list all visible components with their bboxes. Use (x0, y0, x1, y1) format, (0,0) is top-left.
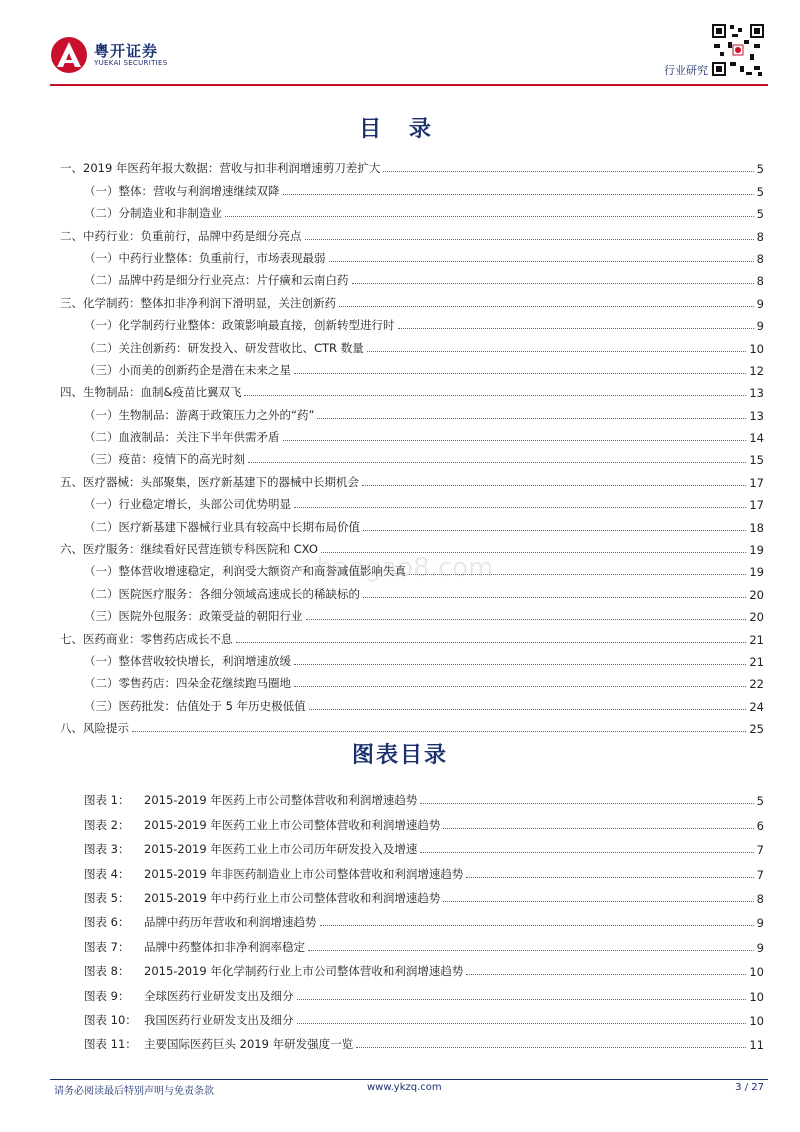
dot-leader (248, 462, 746, 463)
toc-entry-title: （一）中药行业整体：负重前行，市场表现最弱 (84, 250, 326, 265)
figure-entry-label: 图表 7： (84, 939, 130, 954)
figure-entry-title: 全球医药行业研发支出及细分 (144, 988, 294, 1003)
figure-entry-label: 图表 3： (84, 842, 130, 857)
toc-entry-page: 14 (749, 431, 764, 446)
figure-entry-page: 9 (756, 916, 764, 931)
dot-leader (294, 507, 746, 508)
figure-entry-page: 10 (749, 989, 764, 1004)
yuekai-logo-icon (50, 36, 88, 74)
figure-entry-title: 2015-2019 年医药上市公司整体营收和利润增速趋势 (144, 793, 418, 808)
toc-entry-title: 四、生物制品：血制&疫苗比翼双飞 (60, 385, 242, 400)
toc-entry-title: （二）医院医疗服务：各细分领域高速成长的稀缺标的 (84, 586, 360, 601)
toc-entry[interactable] (60, 467, 764, 489)
figure-entry-page: 9 (756, 940, 764, 955)
figure-entry-label: 图表 6： (84, 915, 130, 930)
toc-entry-page: 12 (749, 363, 764, 378)
toc-entry-page: 13 (749, 386, 764, 401)
dot-leader (294, 664, 746, 665)
toc-entry-title: （二）关注创新药：研发投入、研发营收比、CTR 数量 (84, 340, 364, 355)
toc-entry-title: （一）整体营收增速稳定，利润受大额资产和商誉减值影响失真 (84, 564, 406, 579)
dot-leader (443, 901, 753, 902)
dot-leader (362, 485, 746, 486)
figure-entry-title: 主要国际医药巨头 2019 年研发强度一览 (144, 1037, 354, 1052)
watermark (305, 548, 505, 588)
figure-entry[interactable] (84, 833, 764, 857)
figure-entry-label: 图表 8： (84, 964, 130, 979)
figure-list (84, 784, 764, 1052)
footer-website[interactable]: www.ykzq.com (367, 1082, 442, 1093)
toc-entry-title: 五、医疗器械：头部聚集，医疗新基建下的器械中长期机会 (60, 474, 359, 489)
toc-entry-page: 17 (749, 475, 764, 490)
qr-code-icon (710, 22, 766, 78)
page-header (0, 0, 800, 96)
toc-entry-title: （二）医疗新基建下器械行业具有较高中长期布局价值 (84, 519, 360, 534)
dot-leader (363, 530, 746, 531)
toc-entry-page: 5 (756, 207, 764, 222)
dot-leader (466, 877, 753, 878)
figure-entry-label: 图表 10： (84, 1012, 137, 1027)
figure-entry-page: 11 (749, 1038, 764, 1053)
toc-entry[interactable] (60, 512, 764, 534)
toc-entry[interactable] (60, 288, 764, 310)
dot-leader (283, 194, 754, 195)
dot-leader (308, 950, 754, 951)
figure-entry-title: 我国医药行业研发支出及细分 (144, 1012, 294, 1027)
figure-entry-page: 10 (749, 965, 764, 980)
toc-entry[interactable] (60, 423, 764, 445)
toc-entry-page: 8 (756, 229, 764, 244)
toc-entry-page: 9 (756, 296, 764, 311)
dot-leader (443, 828, 753, 829)
toc-entry-page: 22 (749, 677, 764, 692)
figure-entry-label: 图表 5： (84, 890, 130, 905)
toc-entry[interactable] (60, 356, 764, 378)
figure-entry-title: 品牌中药历年营收和利润增速趋势 (144, 915, 317, 930)
toc-entry-page: 19 (749, 565, 764, 580)
figure-entry-title: 2015-2019 年化学制药行业上市公司整体营收和利润增速趋势 (144, 964, 464, 979)
figure-entry[interactable] (84, 906, 764, 930)
figure-entry-label: 图表 11： (84, 1037, 137, 1052)
figure-entry-page: 7 (756, 867, 764, 882)
figure-entry[interactable] (84, 955, 764, 979)
toc-entry[interactable] (60, 221, 764, 243)
figure-entry-page: 10 (749, 1013, 764, 1028)
dot-leader (297, 999, 747, 1000)
dot-leader (244, 395, 746, 396)
dot-leader (294, 373, 746, 374)
watermark-text: baogao8.com (316, 553, 494, 583)
header-rule (50, 84, 768, 86)
figure-entry-page: 7 (756, 843, 764, 858)
dot-leader (305, 239, 754, 240)
dot-leader (297, 1023, 747, 1024)
dot-leader (383, 171, 753, 172)
dot-leader (294, 686, 746, 687)
toc-entry-page: 13 (749, 408, 764, 423)
toc-entry-title: （一）化学制药行业整体：政策影响最直接，创新转型进行时 (84, 318, 395, 333)
dot-leader (363, 597, 746, 598)
toc-entry-title: （二）血液制品：关注下半年供需矛盾 (84, 430, 280, 445)
dot-leader (367, 351, 747, 352)
brand-name-en: YUEKAI SECURITIES (94, 59, 168, 67)
figure-entry-page: 5 (756, 794, 764, 809)
toc-entry[interactable] (60, 691, 764, 713)
figure-entry[interactable] (84, 808, 764, 832)
dot-leader (352, 283, 754, 284)
figure-entry-title: 2015-2019 年医药工业上市公司整体营收和利润增速趋势 (144, 817, 441, 832)
toc-entry-page: 5 (756, 162, 764, 177)
dot-leader (283, 440, 747, 441)
toc-entry-title: （二）品牌中药是细分行业亮点：片仔癀和云南白药 (84, 273, 349, 288)
toc-entry[interactable] (60, 154, 764, 176)
toc-entry[interactable] (60, 669, 764, 691)
dot-leader (236, 642, 747, 643)
figure-entry-title: 2015-2019 年非医药制造业上市公司整体营收和利润增速趋势 (144, 866, 464, 881)
dot-leader (398, 328, 754, 329)
figure-entry[interactable] (84, 882, 764, 906)
toc-entry-title: （三）医药批发：估值处于 5 年历史极低值 (84, 698, 306, 713)
toc-entry-title: （三）疫苗：疫情下的高光时刻 (84, 452, 245, 467)
toc-entry-title: （一）生物制品：游离于政策压力之外的“药” (84, 407, 315, 422)
toc-entry[interactable] (60, 311, 764, 333)
toc-entry-title: 三、化学制药：整体扣非净利润下滑明显，关注创新药 (60, 295, 336, 310)
dot-leader (317, 418, 746, 419)
brand-name: 粤开证券 (94, 42, 159, 60)
dot-leader (132, 731, 746, 732)
toc-entry-title: （三）小而美的创新药企是潜在未来之星 (84, 362, 291, 377)
toc-entry-page: 25 (749, 722, 764, 737)
toc-entry-title: （二）分制造业和非制造业 (84, 206, 222, 221)
toc-entry-page: 10 (749, 341, 764, 356)
toc-entry-page: 24 (749, 699, 764, 714)
toc-entry-page: 8 (756, 274, 764, 289)
toc-entry-title: 七、医药商业：零售药店成长不息 (60, 631, 233, 646)
dot-leader (420, 852, 753, 853)
footer-page-number: 3 / 27 (735, 1082, 764, 1093)
toc-entry-title: （一）行业稳定增长，头部公司优势明显 (84, 497, 291, 512)
toc-entry[interactable] (60, 176, 764, 198)
toc-entry-page: 17 (749, 498, 764, 513)
toc-entry-title: 二、中药行业：负重前行，品牌中药是细分亮点 (60, 228, 302, 243)
toc-entry-page: 20 (749, 610, 764, 625)
figure-entry-label: 图表 9： (84, 988, 130, 1003)
dot-leader (225, 216, 754, 217)
toc-entry[interactable] (60, 714, 764, 736)
dot-leader (420, 803, 753, 804)
figure-entry-label: 图表 2： (84, 817, 130, 832)
figure-entry-label: 图表 4： (84, 866, 130, 881)
figure-entry[interactable] (84, 857, 764, 881)
figure-entry-title: 2015-2019 年医药工业上市公司历年研发投入及增速 (144, 842, 418, 857)
toc-entry[interactable] (60, 378, 764, 400)
figure-entry[interactable] (84, 1028, 764, 1052)
dot-leader (356, 1047, 746, 1048)
toc-title: 目 录 (359, 117, 441, 142)
figure-entry-label: 图表 1： (84, 793, 130, 808)
footer-disclaimer[interactable]: 请务必阅读最后特别声明与免责条款 (54, 1086, 214, 1097)
dot-leader (320, 925, 754, 926)
figure-entry[interactable] (84, 979, 764, 1003)
figure-entry[interactable] (84, 930, 764, 954)
footer-rule (50, 1079, 768, 1080)
dot-leader (466, 974, 746, 975)
dot-leader (339, 306, 754, 307)
toc-entry[interactable] (60, 266, 764, 288)
toc-entry-page: 8 (756, 251, 764, 266)
figure-entry-title: 2015-2019 年中药行业上市公司整体营收和利润增速趋势 (144, 890, 441, 905)
toc-entry[interactable] (60, 199, 764, 221)
figure-entry[interactable] (84, 1004, 764, 1028)
toc-entry[interactable] (60, 244, 764, 266)
toc-entry-page: 19 (749, 543, 764, 558)
toc-entry-title: （一）整体营收较快增长，利润增速放缓 (84, 653, 291, 668)
toc-entry[interactable] (60, 400, 764, 422)
toc-entry-page: 18 (749, 520, 764, 535)
toc-entry-title: （二）零售药店：四朵金花继续跑马圈地 (84, 676, 291, 691)
toc-entry[interactable] (60, 333, 764, 355)
dot-leader (309, 709, 747, 710)
toc-entry-title: 八、风险提示 (60, 721, 129, 736)
figure-entry-title: 品牌中药整体扣非净利润率稳定 (144, 939, 305, 954)
toc-entry-page: 15 (749, 453, 764, 468)
toc-entry-page: 9 (756, 319, 764, 334)
toc-entry-page: 5 (756, 184, 764, 199)
toc-entry[interactable] (60, 490, 764, 512)
toc-entry[interactable] (60, 624, 764, 646)
toc-entry[interactable] (60, 647, 764, 669)
toc-entry-title: （一）整体：营收与利润增速继续双降 (84, 183, 280, 198)
figure-entry-page: 8 (756, 891, 764, 906)
toc-entry-page: 20 (749, 587, 764, 602)
toc-entry-title: 一、2019 年医药年报大数据：营收与扣非利润增速剪刀差扩大 (60, 161, 381, 176)
figure-list-title: 图表目录 (351, 743, 448, 768)
toc-entry[interactable] (60, 602, 764, 624)
dot-leader (329, 261, 754, 262)
dot-leader (306, 619, 747, 620)
toc-entry-page: 21 (749, 654, 764, 669)
report-category: 行业研究 (664, 64, 708, 77)
figure-entry[interactable] (84, 784, 764, 808)
figure-entry-page: 6 (756, 818, 764, 833)
toc-entry[interactable] (60, 445, 764, 467)
toc-list (60, 154, 764, 736)
toc-entry-page: 21 (749, 632, 764, 647)
toc-entry-title: 六、医疗服务：继续看好民营连锁专科医院和 CXO (60, 542, 318, 557)
toc-entry-title: （三）医院外包服务：政策受益的朝阳行业 (84, 609, 303, 624)
